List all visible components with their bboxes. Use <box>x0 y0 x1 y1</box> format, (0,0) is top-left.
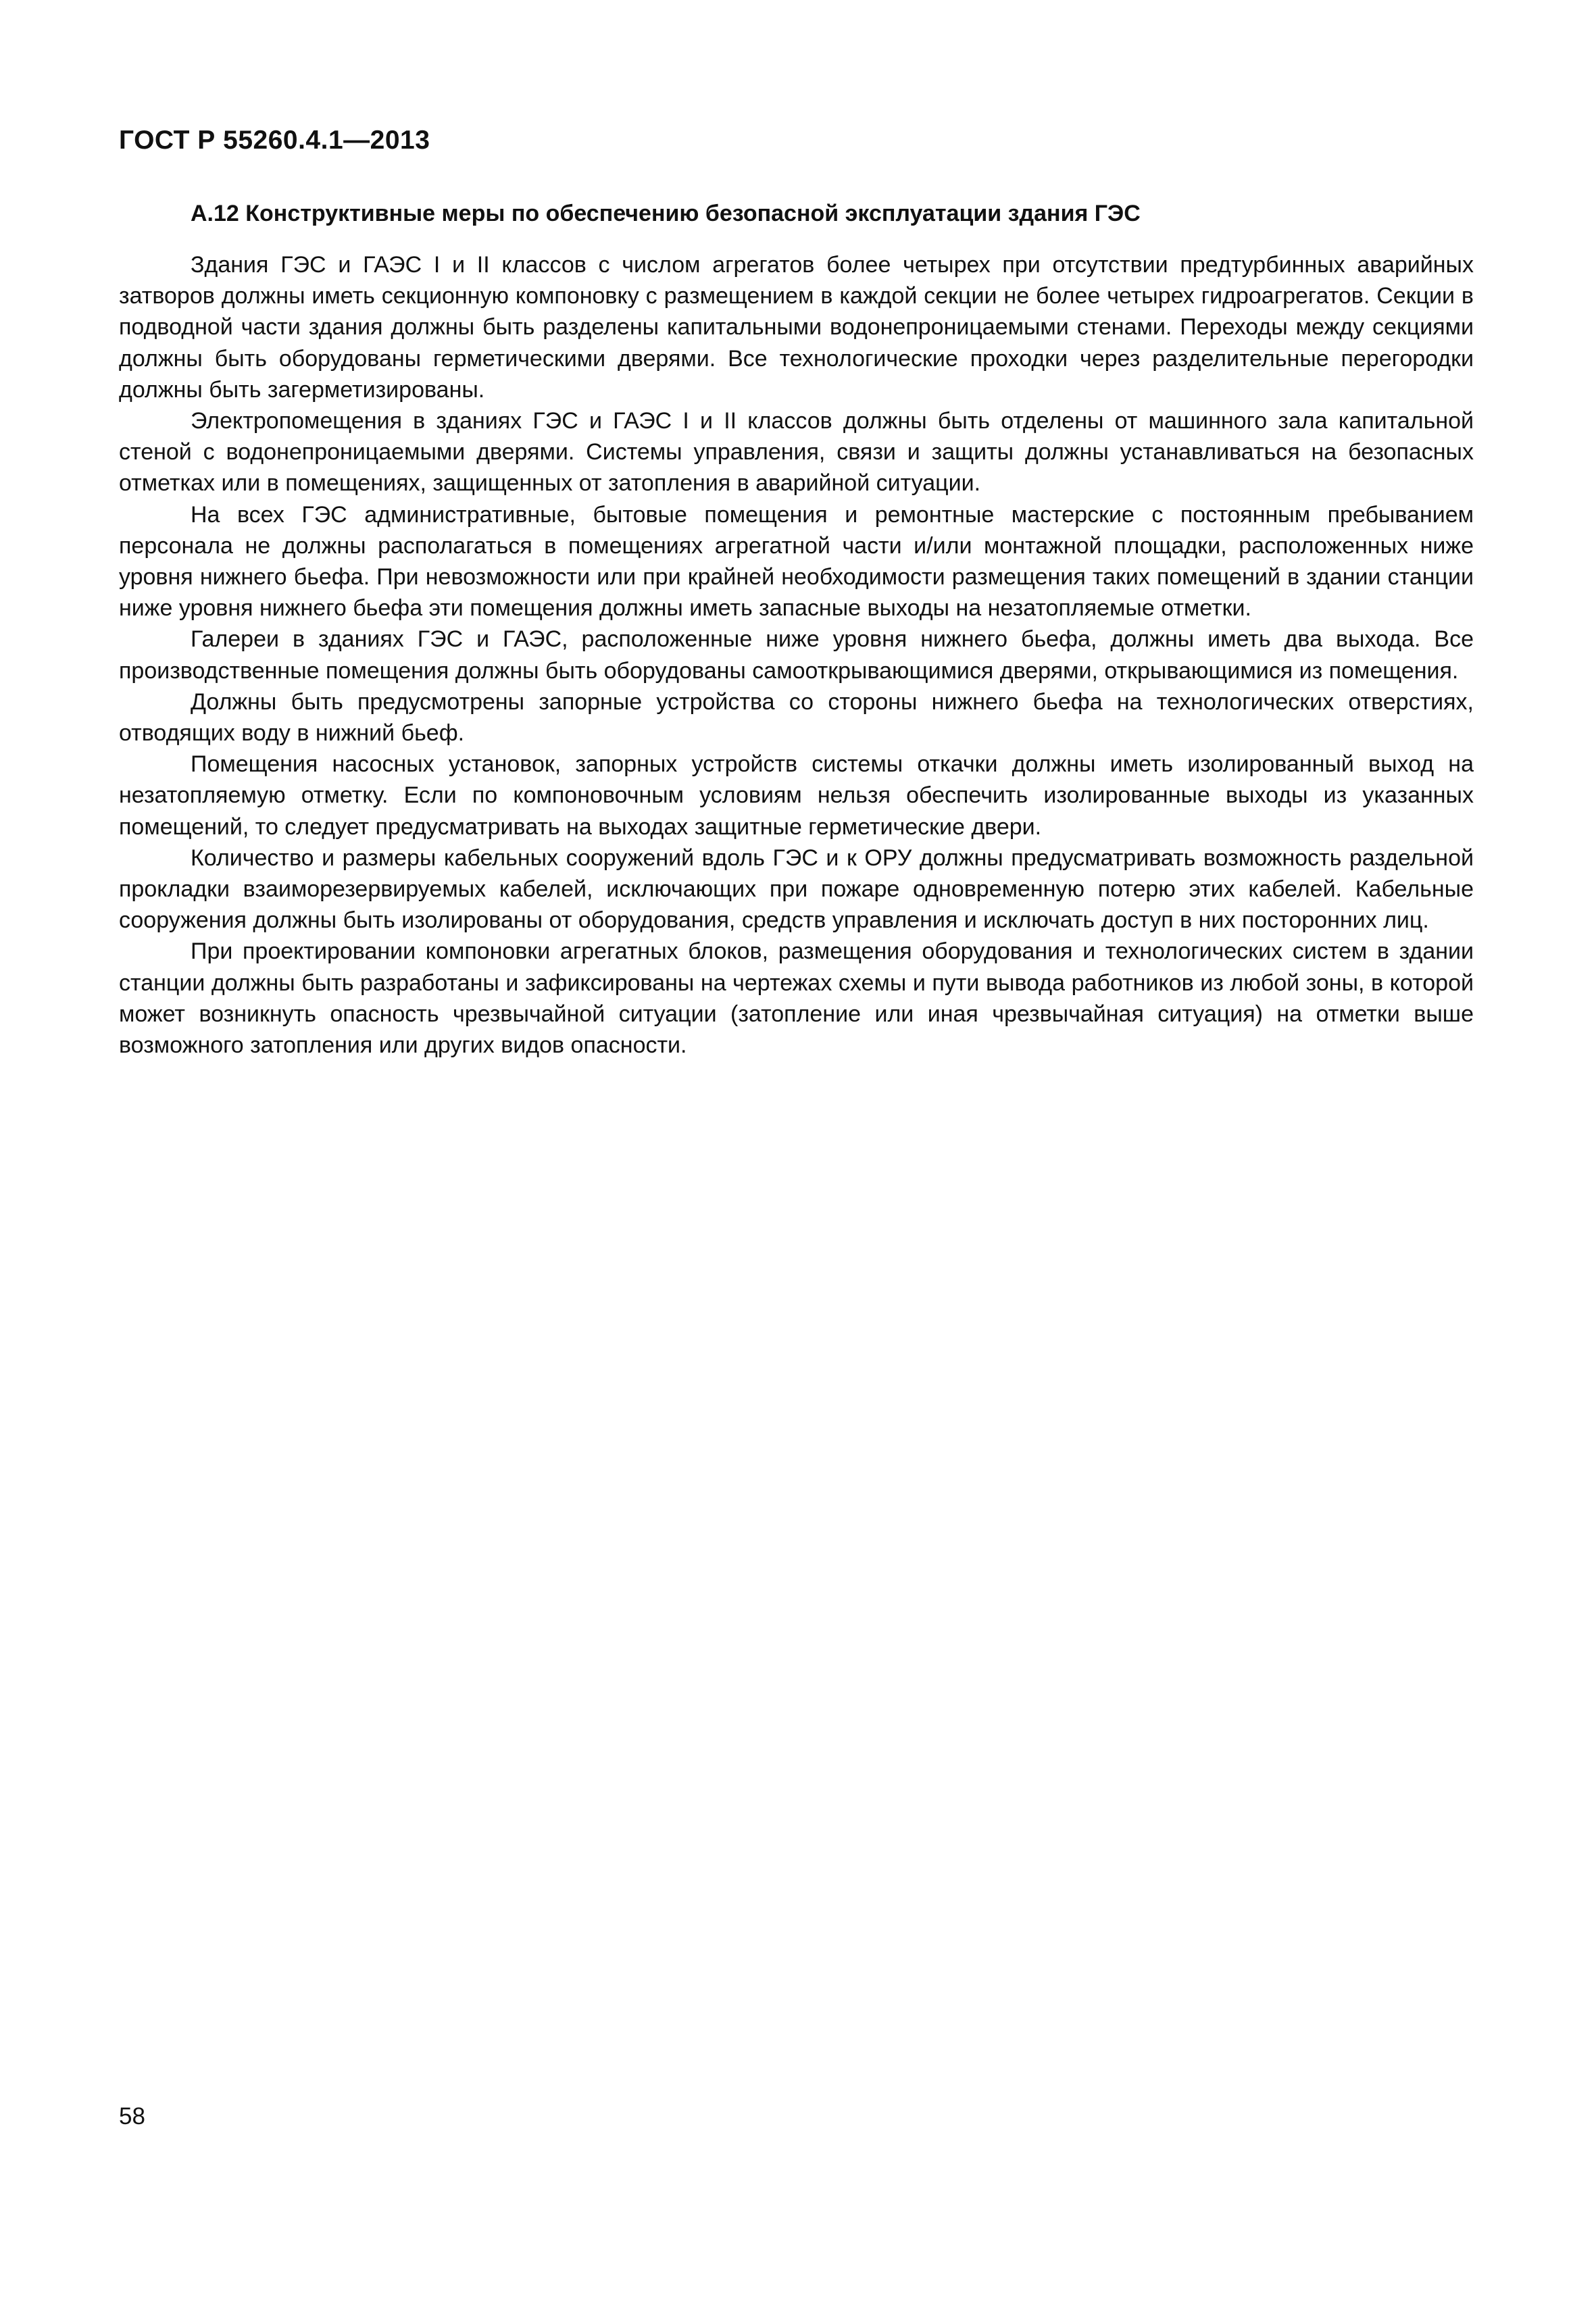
paragraph: При проектировании компоновки агрегатных блоков, размещения оборудования и технологических систем в здании станции должны быть разработаны и зафиксированы на чертежах схемы и пути вывода работников из любой зоны, в которой может возникнуть опасность чрезвычайной ситуации (затопление или иная чрезвычайная ситуация) на отметки выше возможного затопления или других видов опасности. <box>119 938 1474 1059</box>
paragraph: Электропомещения в зданиях ГЭС и ГАЭС I и II классов должны быть отделены от машинного зала капитальной стеной с водонепроницаемыми дверями. Системы управления, связи и защиты должны устанавливаться на безопасных отметках или в помещениях, защищенных от затопления в аварийной ситуации. <box>119 408 1474 497</box>
paragraph: Помещения насосных установок, запорных устройств системы откачки должны иметь изолированный выход на незатопляемую отметку. Если по компоновочным условиям нельзя обеспечить изолированные выходы из указанных помещений, то следует предусматривать на выходах защитные герметические двери. <box>119 751 1474 840</box>
page-number: 58 <box>119 2103 145 2130</box>
paragraph: Должны быть предусмотрены запорные устройства со стороны нижнего бьефа на технологических отверстиях, отводящих воду в нижний бьеф. <box>119 688 1474 747</box>
document-header: ГОСТ Р 55260.4.1—2013 <box>119 126 430 155</box>
paragraph: Здания ГЭС и ГАЭС I и II классов с числом агрегатов более четырех при отсутствии предтурбинных аварийных затворов должны иметь секционную компоновку с размещением в каждой секции не более четырех гидроагрегатов. Секции в подводной части здания должны быть разделены капитальными водонепроницаемыми стенами. Переходы между секциями должны быть оборудованы герметическими дверями. Все технологические проходки через разделительные перегородки должны быть загерметизированы. <box>119 252 1474 403</box>
paragraph: Количество и размеры кабельных сооружений вдоль ГЭС и к ОРУ должны предусматривать возможность раздельной прокладки взаиморезервируемых кабелей, исключающих при пожаре одновременную потерю этих кабелей. Кабельные сооружения должны быть изолированы от оборудования, средств управления и исключать доступ в них посторонних лиц. <box>119 845 1474 934</box>
paragraph: Галереи в зданиях ГЭС и ГАЭС, расположенные ниже уровня нижнего бьефа, должны иметь два выхода. Все производственные помещения должны быть оборудованы самооткрывающимися дверями, открывающимися из помещения. <box>119 626 1474 684</box>
paragraph: На всех ГЭС административные, бытовые помещения и ремонтные мастерские с постоянным пребыванием персонала не должны располагаться в помещениях агрегатной части и/или монтажной площадки, расположенных ниже уровня нижнего бьефа. При невозможности или при крайней необходимости размещения таких помещений в здании станции ниже уровня нижнего бьефа эти помещения должны иметь запасные выходы на незатопляемые отметки. <box>119 501 1474 622</box>
section-title: А.12 Конструктивные меры по обеспечению безопасной эксплуатации здания ГЭС <box>191 201 1141 226</box>
section-body <box>119 249 1474 1061</box>
